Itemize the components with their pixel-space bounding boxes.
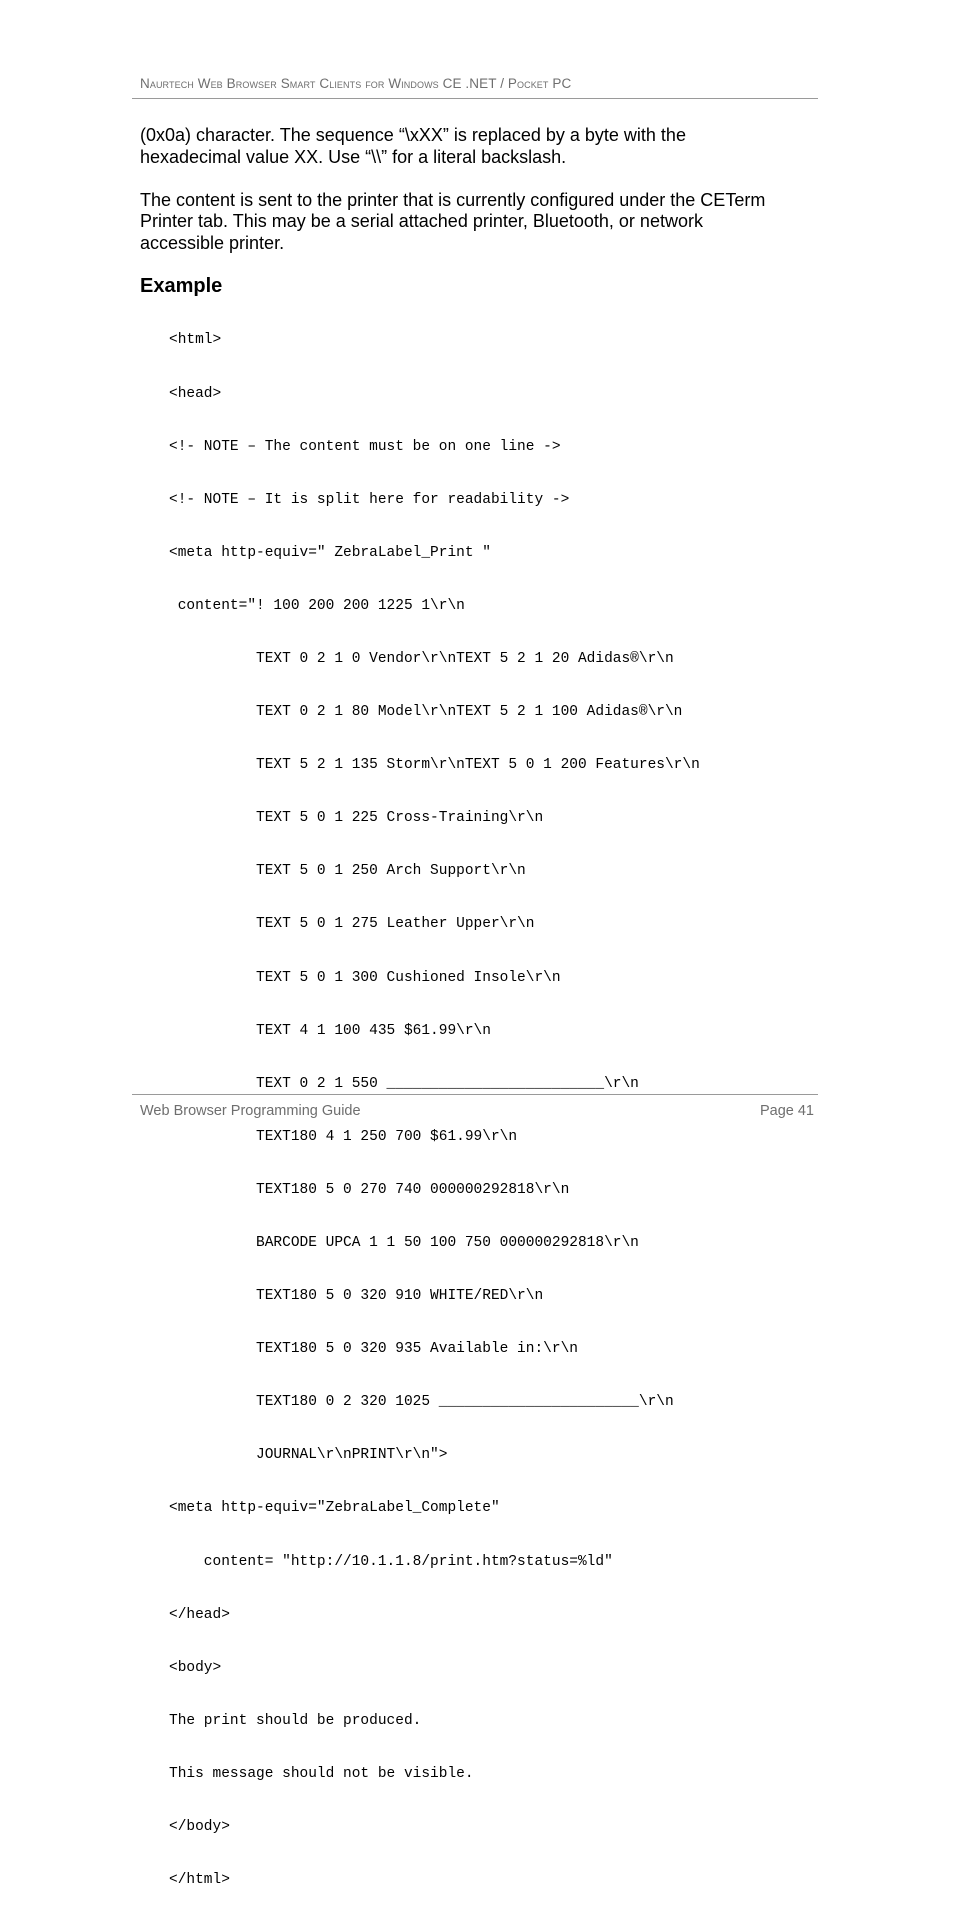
footer-document-title: Web Browser Programming Guide: [140, 1103, 361, 1119]
code-line: The print should be produced.: [169, 1712, 422, 1729]
code-line: TEXT 4 1 100 435 $61.99\r\n: [169, 1022, 491, 1039]
body-paragraph-2: The content is sent to the printer that is currently configured under the CETerm Printer tab. This may be a serial attached printer, Bluetooth, or network accessible printer.: [140, 189, 766, 253]
code-line: </html>: [169, 1872, 230, 1889]
code-line: TEXT180 5 0 320 935 Available in:\r\n: [169, 1341, 578, 1358]
code-line: <!- NOTE – The content must be on one line ->: [169, 438, 561, 455]
section-heading-example: Example: [140, 275, 223, 297]
page-content: [140, 125, 810, 1925]
code-line: content= "http://10.1.1.8/print.htm?status=%ld": [169, 1553, 613, 1570]
code-line: This message should not be visible.: [169, 1765, 474, 1782]
code-line: <meta http-equiv="ZebraLabel_Complete": [169, 1500, 500, 1517]
code-line: TEXT180 4 1 250 700 $61.99\r\n: [169, 1128, 518, 1145]
code-line: <!- NOTE – It is split here for readability ->: [169, 491, 570, 508]
code-line: TEXT 0 2 1 80 Model\r\nTEXT 5 2 1 100 Adidas®\r\n: [169, 704, 683, 721]
footer-page-number: Page 41: [759, 1103, 814, 1119]
code-line: JOURNAL\r\nPRINT\r\n">: [169, 1447, 448, 1464]
code-line: TEXT 0 2 1 550 _________________________\r\n: [169, 1075, 639, 1092]
code-line: TEXT 5 0 1 275 Leather Upper\r\n: [169, 916, 535, 933]
code-line: TEXT 5 2 1 135 Storm\r\nTEXT 5 0 1 200 Features\r\n: [169, 757, 700, 774]
footer-divider: [132, 1094, 818, 1095]
code-line: </head>: [169, 1606, 230, 1623]
code-line: TEXT180 0 2 320 1025 _______________________\r\n: [169, 1394, 674, 1411]
code-line: <body>: [169, 1659, 222, 1676]
code-line: </body>: [169, 1819, 230, 1836]
body-paragraph-1: (0x0a) character. The sequence “\xXX” is replaced by a byte with the hexadecimal value XX. Use “\\” for a literal backslash.: [140, 125, 686, 167]
header-divider: [132, 98, 818, 99]
code-line: BARCODE UPCA 1 1 50 100 750 000000292818\r\n: [169, 1235, 639, 1251]
code-line: TEXT 5 0 1 300 Cushioned Insole\r\n: [169, 969, 561, 986]
page-header: Naurtech Web Browser Smart Clients for Windows CE .NET / Pocket PC: [140, 76, 572, 91]
code-line: TEXT 0 2 1 0 Vendor\r\nTEXT 5 2 1 20 Adidas®\r\n: [169, 650, 674, 667]
code-line: content="! 100 200 200 1225 1\r\n: [169, 597, 465, 614]
code-line: TEXT180 5 0 270 740 000000292818\r\n: [169, 1181, 570, 1198]
code-line: <head>: [169, 385, 222, 402]
code-line: TEXT 5 0 1 225 Cross-Training\r\n: [169, 810, 544, 827]
code-line: TEXT180 5 0 320 910 WHITE/RED\r\n: [169, 1288, 544, 1305]
code-line: <html>: [169, 332, 222, 349]
code-line: TEXT 5 0 1 250 Arch Support\r\n: [169, 863, 526, 880]
code-line: <meta http-equiv=" ZebraLabel_Print ": [169, 544, 491, 561]
